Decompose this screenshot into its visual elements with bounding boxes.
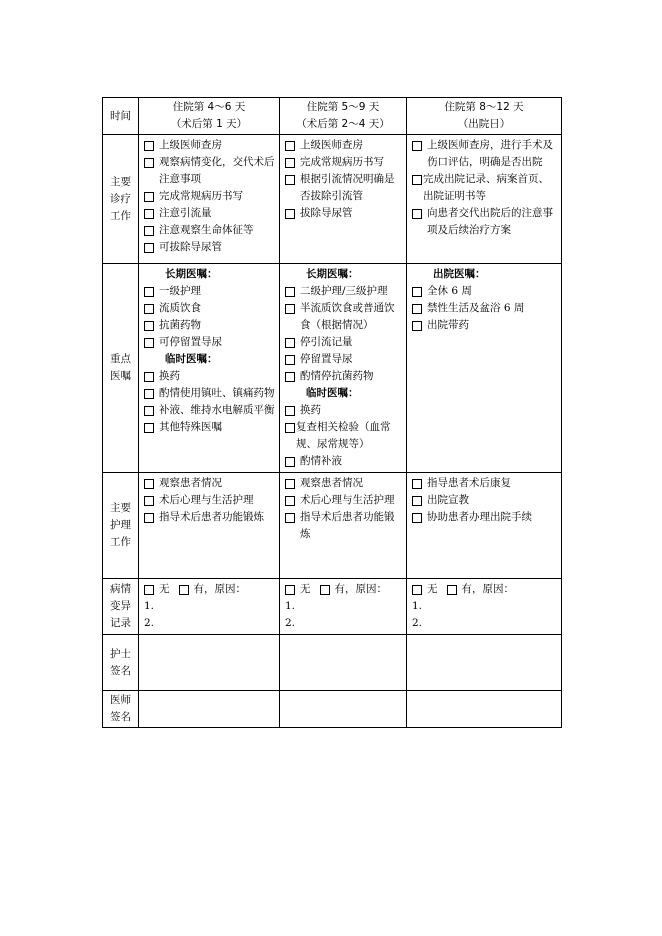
checkbox[interactable]: [144, 209, 154, 219]
orders-cell-3: [407, 264, 562, 473]
diagnosis-cell-1: [139, 135, 280, 264]
checklist-item[interactable]: 全休 6 周: [411, 283, 557, 300]
variance-reason-2[interactable]: 2.: [412, 617, 423, 629]
row-label-nursing: 主要 护理 工作: [103, 473, 139, 579]
checkbox[interactable]: [144, 423, 154, 433]
checklist-item[interactable]: 注意引流量: [143, 205, 275, 222]
clinical-pathway-table: [102, 97, 562, 728]
checkbox[interactable]: [412, 209, 422, 219]
checkbox[interactable]: [144, 496, 154, 506]
doctor-signature-cell-1[interactable]: [139, 691, 280, 728]
checklist-item[interactable]: 换药: [143, 368, 275, 385]
nurse-signature-cell-1[interactable]: [139, 635, 280, 691]
checklist-item[interactable]: 停引流记量: [284, 334, 402, 351]
checklist-item[interactable]: 拔除导尿管: [284, 205, 402, 222]
no-variance-checkbox[interactable]: [285, 585, 295, 595]
column-title: 住院第 4～6 天: [172, 101, 246, 113]
checkbox[interactable]: [144, 192, 154, 202]
checkbox[interactable]: [412, 321, 422, 331]
row-label-orders: 重点 医嘱: [103, 264, 139, 473]
checklist-item[interactable]: 注意观察生命体征等: [143, 222, 275, 239]
nursing-cell-1: [139, 473, 280, 579]
diagnosis-work-row: [103, 135, 562, 264]
variance-options: 无 有，原因：: [411, 581, 557, 598]
time-header: [103, 98, 139, 135]
checklist-item[interactable]: 完成常规病历书写: [143, 188, 275, 205]
checkbox[interactable]: [412, 304, 422, 314]
day-column-header-3: [407, 98, 562, 135]
checklist-item[interactable]: 抗菌药物: [143, 317, 275, 334]
day-column-header-2: [280, 98, 407, 135]
checklist-item[interactable]: 上级医师查房: [284, 137, 402, 154]
checklist-item[interactable]: 术后心理与生活护理: [143, 492, 275, 509]
checkbox[interactable]: [144, 338, 154, 348]
orders-cell-2: [280, 264, 407, 473]
column-subtitle: （术后第 2～4 天）: [296, 118, 390, 130]
checklist-item[interactable]: 上级医师查房: [143, 137, 275, 154]
checkbox[interactable]: [144, 226, 154, 236]
checklist-item[interactable]: 观察患者情况: [143, 475, 275, 492]
checklist-item[interactable]: 一级护理: [143, 283, 275, 300]
checklist-item[interactable]: 协助患者办理出院手续: [411, 509, 557, 526]
checklist-item[interactable]: 出院宣教: [411, 492, 557, 509]
variance-reason-1[interactable]: 1.: [144, 600, 155, 612]
variance-reason-1[interactable]: 1.: [412, 600, 423, 612]
column-title: 住院第 5～9 天: [306, 101, 380, 113]
checkbox[interactable]: [285, 304, 295, 314]
checkbox[interactable]: [412, 175, 422, 185]
variance-reason-2[interactable]: 2.: [285, 617, 296, 629]
variance-reason-2[interactable]: 2.: [144, 617, 155, 629]
checkbox[interactable]: [144, 479, 154, 489]
checklist-item[interactable]: 酌情停抗菌药物: [284, 368, 402, 385]
doctor-signature-cell-3[interactable]: [407, 691, 562, 728]
has-variance-checkbox[interactable]: [179, 585, 189, 595]
temporary-orders-heading: 临时医嘱：: [306, 387, 359, 399]
checkbox[interactable]: [285, 372, 295, 382]
checkbox[interactable]: [285, 496, 295, 506]
checklist-item[interactable]: 完成常规病历书写: [284, 154, 402, 171]
medical-orders-row: [103, 264, 562, 473]
nursing-work-row: [103, 473, 562, 579]
nursing-cell-2: [280, 473, 407, 579]
checkbox[interactable]: [412, 496, 422, 506]
checklist-item[interactable]: 指导术后患者功能锻炼: [284, 509, 402, 543]
day-column-header-1: [139, 98, 280, 135]
checklist-item[interactable]: 指导术后患者功能锻炼: [143, 509, 275, 526]
variance-options: 无 有，原因：: [284, 581, 402, 598]
checklist-item[interactable]: 酌情使用镇吐、镇痛药物: [143, 385, 275, 402]
checkbox[interactable]: [285, 338, 295, 348]
checkbox[interactable]: [285, 479, 295, 489]
checklist-item[interactable]: 补液、维持水电解质平衡: [143, 402, 275, 419]
header-row: [103, 98, 562, 135]
checklist-item[interactable]: 出院带药: [411, 317, 557, 334]
checklist-item[interactable]: 换药: [284, 402, 402, 419]
checkbox[interactable]: [285, 287, 295, 297]
orders-cell-1: [139, 264, 280, 473]
checkbox[interactable]: [412, 287, 422, 297]
checklist-item[interactable]: 完成出院记录、病案首页、出院证明书等: [411, 171, 557, 205]
checklist-item[interactable]: 酌情补液: [284, 453, 402, 470]
checklist-item[interactable]: 复查相关检验（血常规、尿常规等）: [284, 419, 402, 453]
temporary-orders-heading: 临时医嘱：: [165, 353, 218, 365]
nursing-cell-3: [407, 473, 562, 579]
variance-cell-3: [407, 579, 562, 635]
checklist-item[interactable]: 向患者交代出院后的注意事项及后续治疗方案: [411, 205, 557, 239]
checklist-item[interactable]: 指导患者术后康复: [411, 475, 557, 492]
checkbox[interactable]: [144, 158, 154, 168]
variance-options: 无 有，原因：: [143, 581, 275, 598]
checkbox[interactable]: [285, 158, 295, 168]
checkbox[interactable]: [144, 321, 154, 331]
row-label-nurse-signature: 护士 签名: [103, 635, 139, 691]
row-label-doctor-signature: 医师 签名: [103, 691, 139, 728]
checkbox[interactable]: [285, 209, 295, 219]
checklist-item[interactable]: 半流质饮食或普通饮食（根据情况）: [284, 300, 402, 334]
checkbox[interactable]: [285, 513, 295, 523]
doctor-signature-row: [103, 691, 562, 728]
column-subtitle: （出院日）: [457, 118, 511, 130]
checklist-item[interactable]: 禁性生活及盆浴 6 周: [411, 300, 557, 317]
checkbox[interactable]: [285, 457, 295, 467]
variance-cell-1: [139, 579, 280, 635]
diagnosis-cell-3: [407, 135, 562, 264]
checkbox[interactable]: [412, 141, 422, 151]
checkbox[interactable]: [144, 243, 154, 253]
checkbox[interactable]: [285, 141, 295, 151]
checklist-item[interactable]: 上级医师查房，进行手术及伤口评估，明确是否出院: [411, 137, 557, 171]
checklist-item[interactable]: 根据引流情况明确是否拔除引流管: [284, 171, 402, 205]
has-variance-checkbox[interactable]: [447, 585, 457, 595]
checkbox[interactable]: [285, 423, 295, 433]
nurse-signature-row: [103, 635, 562, 691]
checklist-item[interactable]: 流质饮食: [143, 300, 275, 317]
checkbox[interactable]: [144, 141, 154, 151]
checklist-item[interactable]: 可停留置导尿: [143, 334, 275, 351]
nurse-signature-cell-2[interactable]: [280, 635, 407, 691]
checkbox[interactable]: [144, 389, 154, 399]
column-title: 住院第 8～12 天: [444, 101, 524, 113]
no-variance-checkbox[interactable]: [412, 585, 422, 595]
checkbox[interactable]: [144, 287, 154, 297]
checkbox[interactable]: [285, 355, 295, 365]
variance-cell-2: [280, 579, 407, 635]
doctor-signature-cell-2[interactable]: [280, 691, 407, 728]
checkbox[interactable]: [144, 513, 154, 523]
long-term-orders-heading: 长期医嘱：: [165, 268, 218, 280]
checklist-item[interactable]: 可拔除导尿管: [143, 239, 275, 256]
nurse-signature-cell-3[interactable]: [407, 635, 562, 691]
variance-reason-1[interactable]: 1.: [285, 600, 296, 612]
has-variance-checkbox[interactable]: [320, 585, 330, 595]
checklist-item[interactable]: 观察病情变化，交代术后注意事项: [143, 154, 275, 188]
column-subtitle: （术后第 1 天）: [170, 118, 248, 130]
checkbox[interactable]: [412, 513, 422, 523]
time-label: 时间: [110, 109, 131, 122]
discharge-orders-heading: 出院医嘱：: [433, 268, 486, 280]
variance-record-row: [103, 579, 562, 635]
checkbox[interactable]: [412, 479, 422, 489]
row-label-variance: 病情 变异 记录: [103, 579, 139, 635]
checklist-item[interactable]: 其他特殊医嘱: [143, 419, 275, 436]
no-variance-checkbox[interactable]: [144, 585, 154, 595]
checkbox[interactable]: [285, 175, 295, 185]
diagnosis-cell-2: [280, 135, 407, 264]
checkbox[interactable]: [285, 406, 295, 416]
checkbox[interactable]: [144, 406, 154, 416]
checkbox[interactable]: [144, 304, 154, 314]
checklist-item[interactable]: 术后心理与生活护理: [284, 492, 402, 509]
checklist-item[interactable]: 观察患者情况: [284, 475, 402, 492]
row-label-diagnosis: 主要 诊疗 工作: [103, 135, 139, 264]
long-term-orders-heading: 长期医嘱：: [306, 268, 359, 280]
checklist-item[interactable]: 二级护理/三级护理: [284, 283, 402, 300]
checklist-item[interactable]: 停留置导尿: [284, 351, 402, 368]
checkbox[interactable]: [144, 372, 154, 382]
